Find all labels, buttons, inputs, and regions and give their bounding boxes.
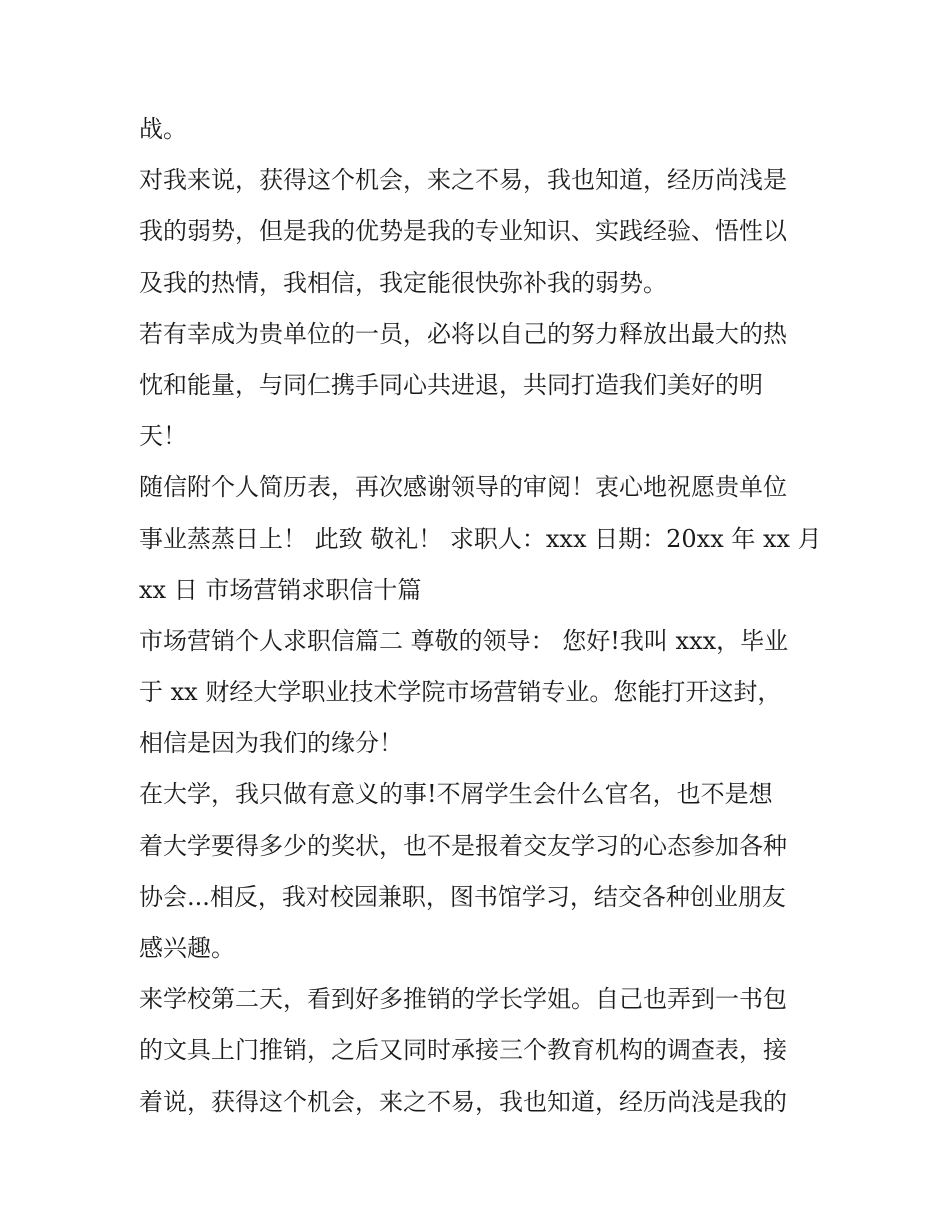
text-line: 着大学要得多少的奖状，也不是报着交友学习的心态参加各种 [139, 831, 787, 860]
body-text [139, 104, 829, 1128]
text-line: 天！ [139, 422, 187, 451]
text-line: 事业蒸蒸日上！ 此致 敬礼！ 求职人：xxx 日期：20xx 年 xx 月 [139, 524, 822, 553]
text-line: 感兴趣。 [139, 934, 235, 962]
text-line: 战。 [139, 115, 187, 143]
text-line: 在大学，我只做有意义的事!不屑学生会什么官名，也不是想 [139, 780, 773, 809]
text-line: 忱和能量，与同仁携手同心共进退，共同打造我们美好的明 [139, 370, 763, 399]
text-line: 我的弱势，但是我的优势是我的专业知识、实践经验、悟性以 [139, 217, 787, 246]
text-line: 相信是因为我们的缘分！ [139, 729, 403, 758]
text-line: 随信附个人简历表，再次感谢领导的审阅！衷心地祝愿贵单位 [139, 473, 787, 502]
text-line: 着说，获得这个机会，来之不易，我也知道，经历尚浅是我的 [139, 1087, 787, 1116]
text-line: xx 日 市场营销求职信十篇 [139, 575, 422, 604]
text-line: 来学校第二天，看到好多推销的学长学姐。自己也弄到一书包 [139, 985, 787, 1014]
text-line: 若有幸成为贵单位的一员，必将以自己的努力释放出最大的热 [139, 319, 787, 348]
text-line: 于 xx 财经大学职业技术学院市场营销专业。您能打开这封， [139, 678, 782, 707]
text-line: 的文具上门推销，之后又同时承接三个教育机构的调查表，接 [139, 1036, 787, 1065]
text-line: 及我的热情，我相信，我定能很快弥补我的弱势。 [139, 268, 667, 297]
text-line: 协会...相反，我对校园兼职，图书馆学习，结交各种创业朋友 [139, 882, 786, 911]
text-line: 对我来说，获得这个机会，来之不易，我也知道，经历尚浅是 [139, 166, 787, 195]
text-line: 市场营销个人求职信篇二 尊敬的领导： 您好!我叫 xxx，毕业 [139, 626, 789, 655]
